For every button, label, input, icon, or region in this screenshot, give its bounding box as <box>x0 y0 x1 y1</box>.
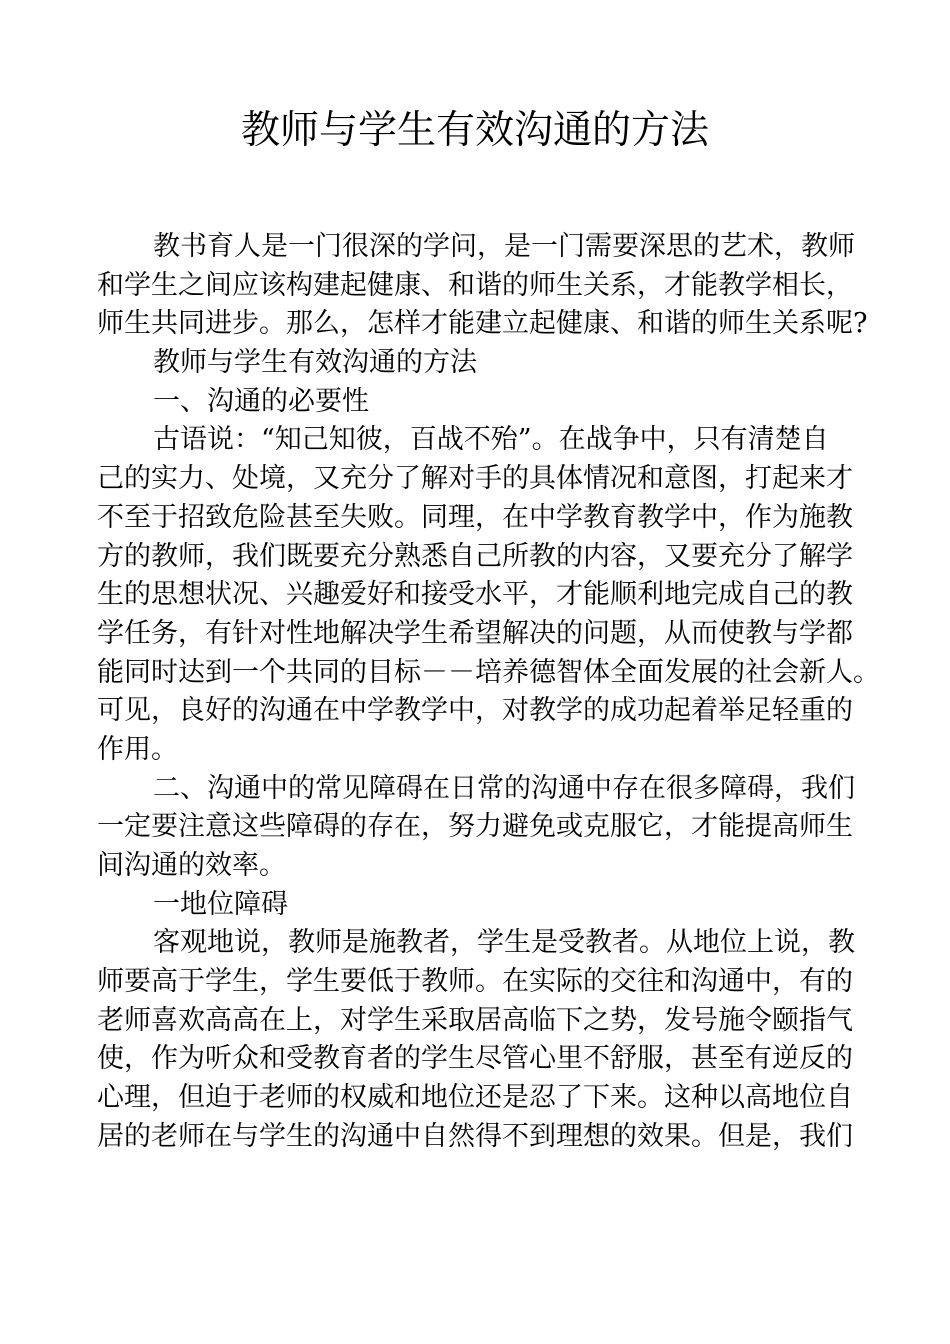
text-line: 和学生之间应该构建起健康、和谐的师生关系，才能教学相长， <box>97 269 853 301</box>
text-line: 二、沟通中的常见障碍在日常的沟通中存在很多障碍，我们 <box>153 772 855 804</box>
text-line: 一地位障碍 <box>153 888 288 920</box>
text-line: 师要高于学生，学生要低于教师。在实际的交往和沟通中，有的 <box>97 966 853 998</box>
document-body <box>97 228 880 1157</box>
text-line: 一、沟通的必要性 <box>153 385 369 417</box>
text-line: 学任务，有针对性地解决学生希望解决的问题，从而使教与学都 <box>97 617 853 649</box>
text-line: 作用。 <box>97 733 178 765</box>
text-line: 教书育人是一门很深的学问，是一门需要深思的艺术，教师 <box>153 231 855 262</box>
text-line: 老师喜欢高高在上，对学生采取居高临下之势，发号施令颐指气 <box>97 1004 853 1036</box>
text-line: 间沟通的效率。 <box>97 850 286 881</box>
text-line: 客观地说，教师是施教者，学生是受教者。从地位上说，教 <box>153 927 855 959</box>
text-line: 师生共同进步。那么，怎样才能建立起健康、和谐的师生关系呢? <box>97 308 868 340</box>
text-line: 居的老师在与学生的沟通中自然得不到理想的效果。但是，我们 <box>97 1120 853 1152</box>
text-line: 可见，良好的沟通在中学教学中，对教学的成功起着举足轻重的 <box>97 695 853 727</box>
text-line: 不至于招致危险甚至失败。同理，在中学教育教学中，作为施教 <box>97 501 853 533</box>
text-line: 方的教师，我们既要充分熟悉自己所教的内容，又要充分了解学 <box>97 540 853 572</box>
page-title: 教师与学生有效沟通的方法 <box>240 108 709 153</box>
text-line: 心理，但迫于老师的权威和地位还是忍了下来。这种以高地位自 <box>97 1082 853 1114</box>
text-line: 能同时达到一个共同的目标－－培养德智体全面发展的社会新人。 <box>97 656 880 688</box>
text-line: 生的思想状况、兴趣爱好和接受水平，才能顺利地完成自己的教 <box>97 579 853 611</box>
text-line: 古语说：“知己知彼，百战不殆”。在战争中，只有清楚自 <box>153 424 829 456</box>
text-line: 一定要注意这些障碍的存在，努力避免或克服它，才能提高师生 <box>97 811 853 843</box>
text-line: 教师与学生有效沟通的方法 <box>153 347 477 379</box>
text-line: 使，作为听众和受教育者的学生尽管心里不舒服，甚至有逆反的 <box>97 1043 853 1075</box>
text-line: 己的实力、处境，又充分了解对手的具体情况和意图，打起来才 <box>97 463 853 495</box>
